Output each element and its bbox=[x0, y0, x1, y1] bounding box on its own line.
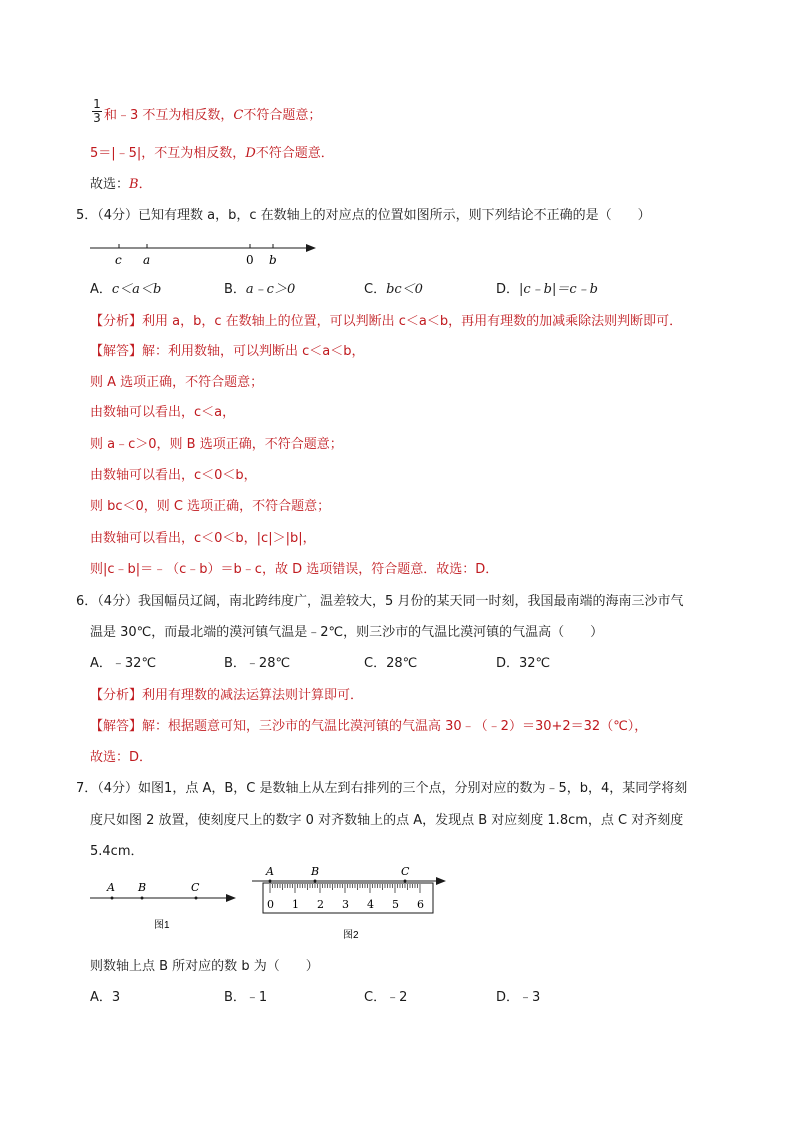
q5-solution-6: 则 bc＜0，则 C 选项正确，不符合题意； bbox=[90, 499, 331, 514]
ruler-tick-label: 5 bbox=[392, 898, 399, 911]
fig1-axis-arrow-icon bbox=[226, 894, 236, 902]
prev-line-1-letter: C bbox=[233, 108, 244, 123]
q5-option-d bbox=[496, 281, 598, 299]
fig2-caption: 图2 bbox=[343, 930, 359, 941]
fraction-one-third bbox=[92, 98, 102, 125]
q5-label-c: c bbox=[115, 253, 122, 267]
q7-option-d-text: ﹣3 bbox=[519, 990, 541, 1005]
prev-answer-label: 故选： bbox=[90, 177, 130, 192]
q7-option-d bbox=[496, 989, 540, 1007]
q7-option-b-text: ﹣1 bbox=[245, 990, 268, 1005]
q5-solution-7: 由数轴可以看出，c＜0＜b，|c|＞|b|， bbox=[90, 531, 316, 546]
q5-solution-1: 【解答】解：利用数轴，可以判断出 c＜a＜b， bbox=[90, 344, 365, 359]
prev-line-2-tail: 不符合题意． bbox=[255, 146, 334, 161]
q5-option-a-text: c＜a＜b bbox=[111, 282, 162, 297]
q5-label-0: 0 bbox=[246, 253, 254, 267]
fig1-caption: 图1 bbox=[154, 920, 170, 931]
q7-option-b bbox=[224, 989, 267, 1007]
ruler-tick-label: 3 bbox=[342, 898, 349, 911]
q5-stem: 5．（4分）已知有理数 a，b，c 在数轴上的对应点的位置如图所示，则下列结论不正确的是（ ） bbox=[76, 208, 651, 223]
q5-option-c bbox=[364, 281, 423, 299]
q5-axis-arrow-icon bbox=[306, 244, 316, 252]
q5-solution-4: 则 a﹣c＞0，则 B 选项正确，不符合题意； bbox=[90, 437, 343, 452]
prev-line-2-text: 5＝|﹣5|，不互为相反数， bbox=[90, 146, 246, 161]
prev-answer bbox=[90, 176, 152, 194]
fig1-label-c: C bbox=[191, 881, 200, 894]
fig2-axis-arrow-icon bbox=[436, 877, 446, 885]
q6-answer: 故选：D． bbox=[90, 750, 153, 765]
q5-label-b: b bbox=[269, 253, 277, 267]
q5-option-d-text: |c﹣b|＝c﹣b bbox=[519, 282, 598, 297]
q7-option-a-text: 3 bbox=[111, 990, 121, 1005]
q5-solution-3: 由数轴可以看出，c＜a， bbox=[90, 405, 236, 420]
q7-stem-3: 5.4cm． bbox=[90, 844, 144, 859]
q5-option-b-text: a﹣c＞0 bbox=[245, 282, 296, 297]
fig2-point-b bbox=[314, 880, 317, 883]
q6-stem-1: 6．（4分）我国幅员辽阔，南北跨纬度广，温差较大，5 月份的某天同一时刻，我国最南端的海南三沙市气 bbox=[76, 594, 684, 609]
q5-option-c-text: bc＜0 bbox=[386, 282, 423, 297]
q6-option-c-text: 28℃ bbox=[386, 656, 418, 671]
fig1-point-a bbox=[111, 897, 114, 900]
fig2-label-b: B bbox=[311, 865, 320, 878]
fig2-point-c bbox=[404, 880, 407, 883]
q7-stem-2: 度尺如图 2 放置，使刻度尺上的数字 0 对齐数轴上的点 A，发现点 B 对应刻度 1.8cm，点 C 对齐刻度 bbox=[90, 813, 684, 828]
q6-option-a bbox=[90, 655, 156, 673]
fraction-denominator: 3 bbox=[93, 111, 101, 125]
prev-line-1-tail: 不符合题意； bbox=[243, 108, 322, 123]
prev-line-1-text: 和﹣3 不互为相反数， bbox=[104, 108, 234, 123]
prev-answer-tail: ． bbox=[138, 177, 152, 192]
q7-figure-1 bbox=[88, 872, 248, 942]
ruler-tick-label: 0 bbox=[267, 898, 274, 911]
q7-option-c bbox=[364, 989, 407, 1007]
q6-stem-2: 温是 30℃，而最北端的漠河镇气温是﹣2℃，则三沙市的气温比漠河镇的气温高（ ） bbox=[90, 625, 604, 640]
ruler-tick-label: 1 bbox=[292, 898, 299, 911]
fig2-label-c: C bbox=[401, 865, 410, 878]
q5-option-d-letter: D． bbox=[496, 282, 520, 297]
q5-option-b-letter: B． bbox=[224, 282, 246, 297]
q6-option-b bbox=[224, 655, 290, 673]
q6-option-a-text: ﹣32℃ bbox=[111, 656, 157, 671]
fig1-label-a: A bbox=[107, 881, 115, 894]
q5-number-line bbox=[88, 238, 328, 270]
q6-option-d bbox=[496, 655, 550, 673]
ruler-tick-label: 6 bbox=[417, 898, 424, 911]
prev-line-2-letter: D bbox=[245, 146, 256, 161]
q5-option-a bbox=[90, 281, 161, 299]
q5-solution-5: 由数轴可以看出，c＜0＜b， bbox=[90, 468, 257, 483]
q5-option-a-letter: A． bbox=[90, 282, 112, 297]
q7-stem-1: 7．（4分）如图1，点 A，B，C 是数轴上从左到右排列的三个点，分别对应的数为﹣5，b，4，某同学将刻 bbox=[76, 781, 688, 796]
q6-option-b-text: ﹣28℃ bbox=[245, 656, 291, 671]
q6-option-c bbox=[364, 655, 417, 673]
prev-answer-letter: B bbox=[129, 177, 139, 192]
prev-line-1 bbox=[104, 107, 321, 125]
q7-question: 则数轴上点 B 所对应的数 b 为（ ） bbox=[90, 959, 319, 974]
q7-option-c-letter: C． bbox=[364, 990, 387, 1005]
q5-label-a: a bbox=[143, 253, 151, 267]
q7-figure-2 bbox=[248, 862, 458, 942]
fig1-point-b bbox=[141, 897, 144, 900]
q6-option-c-letter: C． bbox=[364, 656, 387, 671]
q7-option-c-text: ﹣2 bbox=[386, 990, 408, 1005]
q6-option-d-text: 32℃ bbox=[519, 656, 551, 671]
q5-solution-8: 则|c﹣b|＝﹣（c﹣b）＝b﹣c，故 D 选项错误，符合题意．故选：D． bbox=[90, 562, 499, 577]
q5-analysis: 【分析】利用 a，b，c 在数轴上的位置，可以判断出 c＜a＜b，再用有理数的加减乘除法则判断即可． bbox=[90, 314, 683, 329]
q6-option-d-letter: D． bbox=[496, 656, 520, 671]
q7-option-d-letter: D． bbox=[496, 990, 520, 1005]
fraction-numerator: 1 bbox=[93, 97, 101, 111]
ruler-tick-label: 4 bbox=[367, 898, 374, 911]
fig2-label-a: A bbox=[266, 865, 274, 878]
prev-line-2 bbox=[90, 145, 334, 163]
ruler-tick-label: 2 bbox=[317, 898, 324, 911]
fig1-label-b: B bbox=[138, 881, 147, 894]
fig2-point-a bbox=[269, 880, 272, 883]
q6-analysis: 【分析】利用有理数的减法运算法则计算即可． bbox=[90, 688, 364, 703]
q6-solution: 【解答】解：根据题意可知，三沙市的气温比漠河镇的气温高 30﹣（﹣2）＝30+2＝32（℃）， bbox=[90, 719, 648, 734]
q7-option-a bbox=[90, 989, 120, 1007]
q7-option-b-letter: B． bbox=[224, 990, 246, 1005]
q6-option-b-letter: B． bbox=[224, 656, 246, 671]
q7-option-a-letter: A． bbox=[90, 990, 112, 1005]
q5-option-b bbox=[224, 281, 295, 299]
q6-option-a-letter: A． bbox=[90, 656, 112, 671]
fig1-point-c bbox=[195, 897, 198, 900]
q5-option-c-letter: C． bbox=[364, 282, 387, 297]
q5-solution-2: 则 A 选项正确，不符合题意； bbox=[90, 375, 264, 390]
